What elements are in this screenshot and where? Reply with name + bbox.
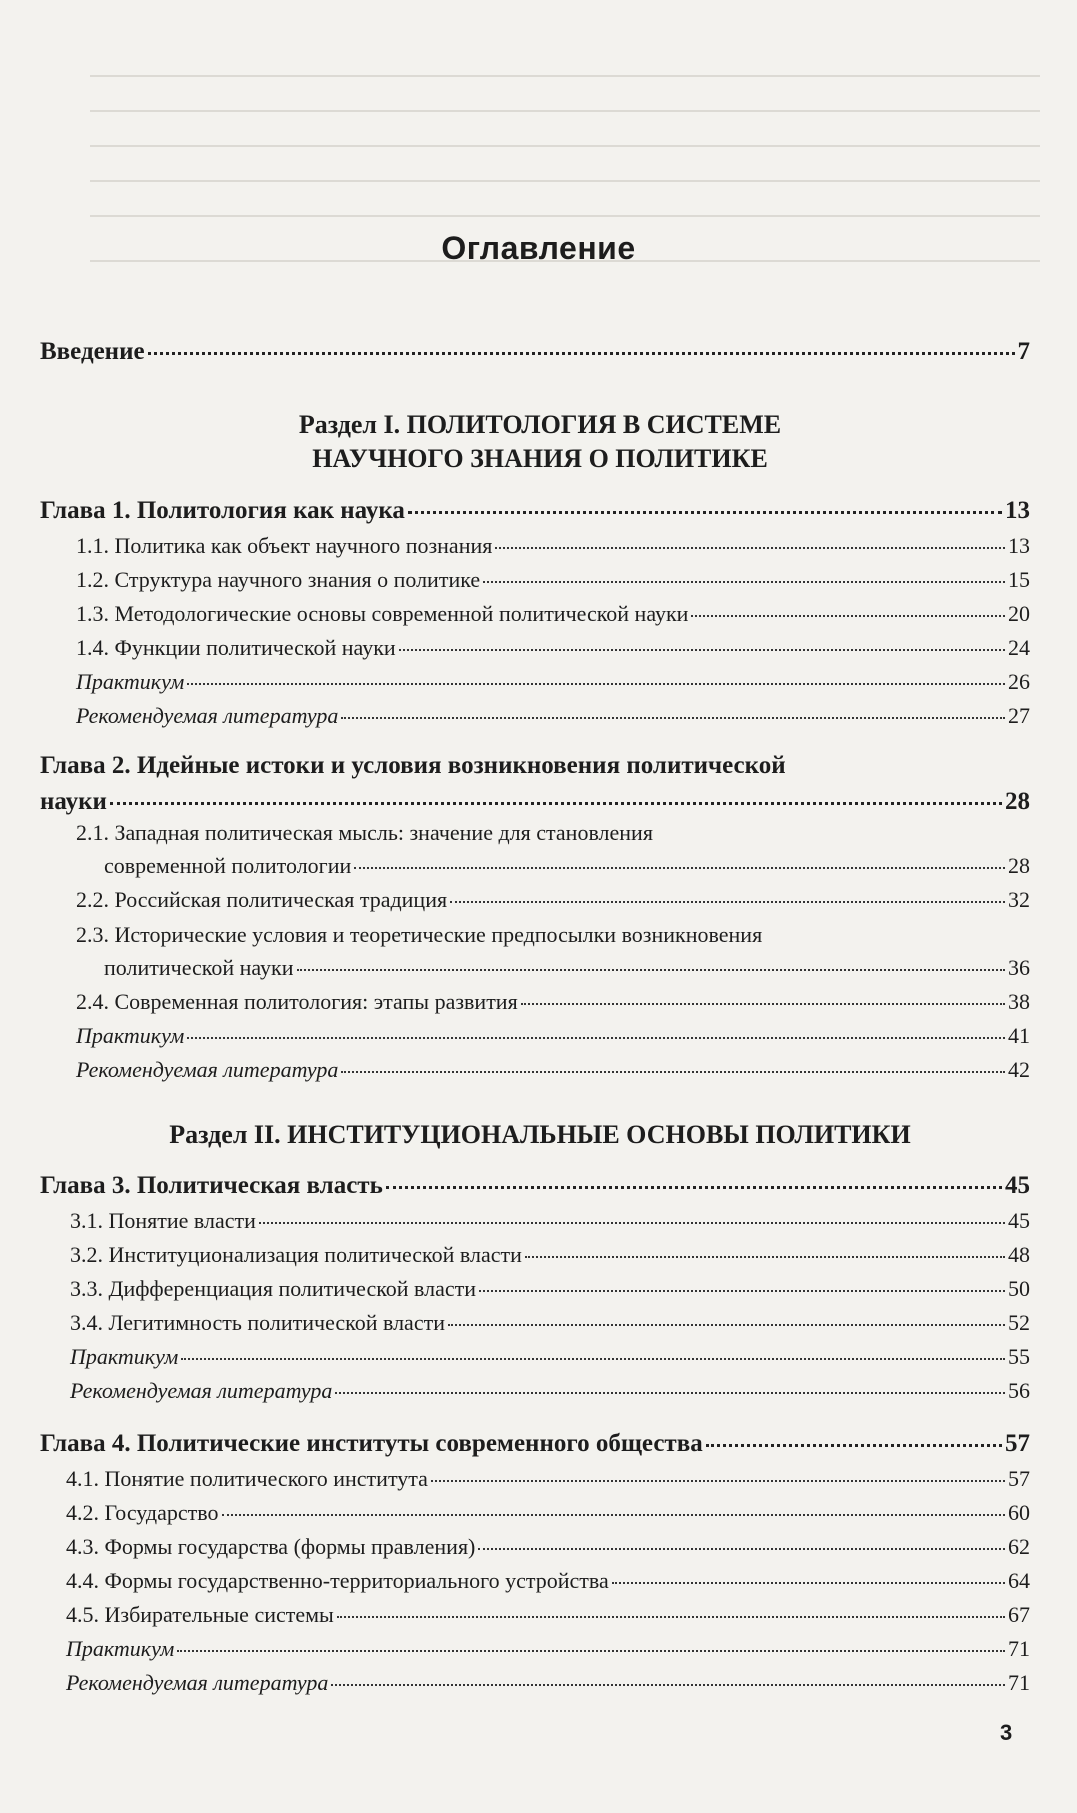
toc-item-page: 36 [1008, 955, 1030, 980]
chapter-page: 28 [1005, 788, 1030, 815]
toc-item-text: Практикум [76, 669, 185, 694]
chapter-page: 57 [1005, 1430, 1030, 1457]
toc-item[interactable] [70, 1242, 1030, 1268]
page-number: 3 [1000, 1720, 1013, 1745]
leader-dots [386, 1186, 1002, 1189]
toc-chapter-3[interactable] [40, 1172, 1030, 1200]
toc-item-text: 1.2. Структура научного знания о политике [76, 567, 481, 592]
introduction-page: 7 [1017, 338, 1030, 365]
toc-item-text: Рекомендуемая литература [70, 1378, 333, 1403]
bleed-through-line [90, 145, 1040, 147]
toc-item[interactable] [66, 1466, 1030, 1492]
leader-dots [483, 581, 1005, 583]
leader-dots [331, 1684, 1005, 1686]
leader-dots [187, 683, 1005, 685]
toc-item-page: 71 [1008, 1670, 1030, 1695]
section-1-heading-line2: НАУЧНОГО ЗНАНИЯ О ПОЛИТИКЕ [312, 444, 768, 473]
leader-dots [259, 1222, 1005, 1224]
toc-item-text: Рекомендуемая литература [76, 1057, 339, 1082]
chapter-page: 13 [1005, 497, 1030, 524]
leader-dots [431, 1480, 1005, 1482]
leader-dots [297, 969, 1006, 971]
toc-chapter-1[interactable] [40, 497, 1030, 525]
leader-dots [177, 1650, 1005, 1652]
toc-item[interactable] [70, 1276, 1030, 1302]
toc-item-text: 1.1. Политика как объект научного познания [76, 533, 493, 558]
toc-item[interactable] [76, 635, 1030, 661]
toc-item-page: 62 [1008, 1534, 1030, 1559]
toc-item-text: 4.3. Формы государства (формы правления) [66, 1534, 476, 1559]
toc-item-text: 3.1. Понятие власти [70, 1208, 256, 1233]
leader-dots [335, 1392, 1005, 1394]
chapter-title: Глава 1. Политология как наука [40, 497, 405, 524]
leader-dots [478, 1548, 1005, 1550]
toc-item-text: 1.4. Функции политической науки [76, 635, 396, 660]
toc-item-text: 2.4. Современная политология: этапы развития [76, 989, 518, 1014]
toc-item-page: 45 [1008, 1208, 1030, 1233]
toc-item-page: 15 [1008, 567, 1030, 592]
leader-dots [450, 901, 1005, 903]
leader-dots [479, 1290, 1005, 1292]
leader-dots [399, 649, 1005, 651]
toc-item-page: 52 [1008, 1310, 1030, 1335]
leader-dots [691, 615, 1005, 617]
toc-item-page: 42 [1008, 1057, 1030, 1082]
toc-item-text: 4.5. Избирательные системы [66, 1602, 334, 1627]
section-1-heading [40, 408, 1040, 476]
chapter-title: Глава 4. Политические институты современного общества [40, 1430, 703, 1457]
leader-dots [110, 802, 1002, 805]
toc-item-practicum[interactable] [76, 1023, 1030, 1049]
toc-item-text-line2: политической науки [104, 955, 294, 980]
toc-item-page: 13 [1008, 533, 1030, 558]
bleed-through-line [90, 215, 1040, 217]
bleed-through-line [90, 110, 1040, 112]
toc-chapter-2[interactable] [40, 788, 1030, 816]
toc-introduction[interactable] [40, 338, 1030, 366]
toc-item-text: 3.2. Институционализация политической власти [70, 1242, 522, 1267]
toc-item-page: 32 [1008, 887, 1030, 912]
toc-item-text: Рекомендуемая литература [66, 1670, 329, 1695]
toc-item-page: 41 [1008, 1023, 1030, 1048]
toc-item-practicum[interactable] [66, 1636, 1030, 1662]
toc-item-page: 24 [1008, 635, 1030, 660]
chapter-title: Глава 3. Политическая власть [40, 1172, 383, 1199]
toc-item-text: Рекомендуемая литература [76, 703, 339, 728]
leader-dots [612, 1582, 1005, 1584]
leader-dots [354, 867, 1005, 869]
section-2-heading [40, 1118, 1040, 1152]
toc-chapter-4[interactable] [40, 1430, 1030, 1458]
leader-dots [341, 1071, 1005, 1073]
toc-item-text: 4.1. Понятие политического института [66, 1466, 428, 1491]
toc-item-page: 38 [1008, 989, 1030, 1014]
chapter-2-title-line1: Глава 2. Идейные истоки и условия возникновения политической [40, 752, 786, 779]
bleed-through-line [90, 180, 1040, 182]
chapter-title-line2: науки [40, 788, 107, 815]
leader-dots [521, 1003, 1005, 1005]
toc-item-text: 2.2. Российская политическая традиция [76, 887, 448, 912]
toc-item[interactable] [76, 853, 1030, 879]
toc-item[interactable] [76, 533, 1030, 559]
leader-dots [525, 1256, 1005, 1258]
toc-item[interactable] [66, 1602, 1030, 1628]
toc-item-text-line1: 2.1. Западная политическая мысль: значение для становления [76, 820, 653, 845]
toc-item[interactable] [70, 1208, 1030, 1234]
toc-item-page: 26 [1008, 669, 1030, 694]
page-title: Оглавление [441, 230, 636, 266]
toc-item-literature[interactable] [76, 703, 1030, 729]
toc-item-literature[interactable] [66, 1670, 1030, 1696]
toc-item-page: 55 [1008, 1344, 1030, 1369]
section-1-heading-line1: Раздел I. ПОЛИТОЛОГИЯ В СИСТЕМЕ [298, 410, 782, 439]
chapter-page: 45 [1005, 1172, 1030, 1199]
toc-item-page: 28 [1008, 853, 1030, 878]
introduction-label: Введение [40, 338, 145, 365]
toc-item-text: 4.2. Государство [66, 1500, 219, 1525]
toc-item[interactable] [66, 1500, 1030, 1526]
leader-dots [341, 717, 1005, 719]
toc-item[interactable] [66, 1534, 1030, 1560]
leader-dots [408, 511, 1002, 514]
leader-dots [148, 352, 1015, 355]
bleed-through-line [90, 75, 1040, 77]
toc-item-page: 60 [1008, 1500, 1030, 1525]
toc-item-text: Практикум [76, 1023, 185, 1048]
toc-item-text: 3.3. Дифференциация политической власти [70, 1276, 477, 1301]
toc-item[interactable] [76, 567, 1030, 593]
toc-item-practicum[interactable] [70, 1344, 1030, 1370]
toc-item-literature[interactable] [76, 1057, 1030, 1083]
toc-item-page: 20 [1008, 601, 1030, 626]
toc-item-text: Практикум [66, 1636, 175, 1661]
leader-dots [222, 1514, 1006, 1516]
toc-item-page: 27 [1008, 703, 1030, 728]
toc-item-page: 50 [1008, 1276, 1030, 1301]
toc-item-page: 57 [1008, 1466, 1030, 1491]
toc-item-page: 64 [1008, 1568, 1030, 1593]
toc-item-text-line1: 2.3. Исторические условия и теоретические предпосылки возникновения [76, 922, 763, 947]
toc-item[interactable] [76, 989, 1030, 1015]
toc-item-practicum[interactable] [76, 669, 1030, 695]
toc-item-text: 1.3. Методологические основы современной политической науки [76, 601, 689, 626]
toc-item[interactable] [76, 887, 1030, 913]
toc-item-page: 67 [1008, 1602, 1030, 1627]
toc-item-page: 48 [1008, 1242, 1030, 1267]
toc-item[interactable] [76, 601, 1030, 627]
toc-item-text-line2: современной политологии [104, 853, 352, 878]
toc-item-page: 56 [1008, 1378, 1030, 1403]
leader-dots [706, 1444, 1002, 1447]
toc-item[interactable] [76, 955, 1030, 981]
section-2-heading-line1: Раздел II. ИНСТИТУЦИОНАЛЬНЫЕ ОСНОВЫ ПОЛИТИКИ [169, 1120, 911, 1149]
leader-dots [187, 1037, 1005, 1039]
toc-item[interactable] [66, 1568, 1030, 1594]
leader-dots [495, 547, 1005, 549]
leader-dots [181, 1358, 1005, 1360]
toc-item-page: 71 [1008, 1636, 1030, 1661]
toc-item-text: Практикум [70, 1344, 179, 1369]
leader-dots [337, 1616, 1005, 1618]
leader-dots [448, 1324, 1005, 1326]
toc-item[interactable] [70, 1310, 1030, 1336]
toc-item-text: 3.4. Легитимность политической власти [70, 1310, 445, 1335]
toc-item-text: 4.4. Формы государственно-территориального устройства [66, 1568, 609, 1593]
toc-item-literature[interactable] [70, 1378, 1030, 1404]
